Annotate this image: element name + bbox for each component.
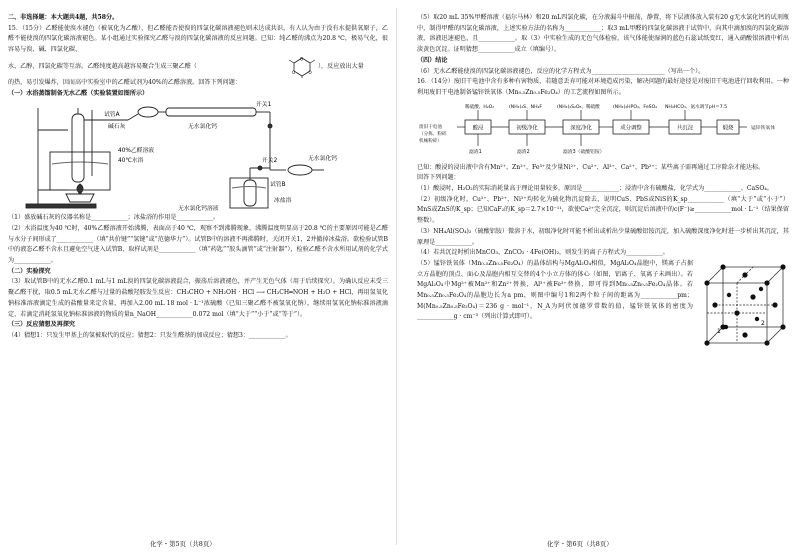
q16-sub-5-block: [417, 259, 789, 335]
input-battery: 废旧干电池: [419, 124, 442, 130]
spinel-unit-cell-figure: [699, 261, 789, 347]
label-switch-2: 开关2: [262, 158, 278, 165]
label-tube-b: 试管B: [270, 182, 286, 189]
label-cacl2-1: 无水氯化钙: [188, 124, 217, 131]
svg-text:O: O: [300, 56, 304, 62]
q16-sub-5: （5）锰锌铁氧体（Mn₀.₅Zn₀.₅Fe₂O₄）的晶体结构与MgAl₂O₄相似，MgAl₂O₄晶胞中，镁离子占据立方晶胞的顶点、面心及晶胞内相互交替的4个小立方体的体心（如图，铝离子、氧离子未画出）。若MgAl₂O₄中Mg²⁺被Mn²⁺和Zn²⁺替换，Al³⁺被Fe³⁺替换，即可得到Mn₀.₅Zn₀.₅Fe₂O₄晶体。若Mn₀.₅Zn₀.₅Fe₂O₄的晶胞边长为a pm，则图中编号1和2两个粒子间的距离为____________pm；M(Mn₀.₅Zn₀.₅Fe₂O₄)＝236 g · mol⁻¹，N_A为阿伏加德罗常数的值，锰锌铁氧体的密度为____________g · cm⁻³（列出计算式即可）。: [417, 259, 693, 321]
input-battery-note-1: （分拣、粉碎: [419, 131, 447, 137]
section-heading: 二、非选择题：本大题共4题，共58分。: [8, 14, 119, 21]
q16-sub-3: （3）NH₄Al(SO₄)₂（硫酸铝铵）微溶于水，初级净化时可能不析出或析出少量硫酸铝铵沉淀，加入硫酸深度净化时进一步析出其沉淀，其原理是____________。: [417, 227, 789, 246]
q16-answer-prompt: 回答下列问题：: [417, 174, 460, 182]
part-1-heading: （一）水浴蒸馏制备无水乙醛（实验装置如图所示）: [8, 89, 149, 97]
step-coprecipitate: 共沉淀: [676, 125, 694, 132]
label-cacl2-2: 无水氯化钙: [308, 156, 337, 163]
q16-sub-1: （1）酸浸时，H₂O₂的实际消耗量高于理论用量较多，原因是____________；浸渣中含有硫酸盐，化学式为____________、CaSO₄。: [417, 185, 773, 193]
page-5-footer: 化学・第5页（共8页）: [150, 540, 216, 548]
label-soda-lime: 碱石灰: [108, 124, 126, 131]
reagent-4: (NH₄)₂HPO₄、FeSO₄: [613, 104, 658, 110]
reagent-5: NH₄HCO₃、氨水调节pH＝7.5: [665, 104, 728, 110]
label-40c-bath: 40℃水浴: [118, 158, 144, 165]
q15-intro-2-row: [8, 56, 388, 78]
reagent-3: (NH₄)₂S₂O₈、稀硫酸: [557, 104, 600, 110]
step-composition-adjust: 成分调整: [620, 125, 642, 132]
residue-1: 滤渣1: [469, 149, 482, 155]
residue-2: 滤渣2: [517, 149, 530, 155]
q15-sub-5: （5）取20 mL 35%甲醛溶液（福尔马林）和20 mL四氯化碳，在分液漏斗中振荡，静置，将下层液体放入装有20 g无水氯化钙的试剂瓶中，制得甲醛的四氯化碳溶液，上述实验方法的名称为____________；取3 mL甲醛的四氯化碳溶液于试管中，向其中滴加溴的四氯化碳溶液，溶液迅速褪色，且____________。取（3）中实验生成的无色气体检验，该气体能使湿润的蓝色石蕊试纸变红，通入硝酸银溶液中析出淡黄色沉淀。证明猜想____________成立（填编号）。: [417, 14, 789, 54]
residue-3: 滤渣3（硫酸铝铵）: [563, 149, 605, 155]
label-cacl2-solution: 无水氯化钙溶液: [178, 206, 219, 213]
cell-label-2: 2: [761, 319, 765, 327]
q16-sub-2: （2）初级净化时，Cu²⁺、Pb²⁺、Ni²⁺均转化为硫化物沉淀除去，说明CuS、PbS或NiS的K_sp____________（填“大于”或“小于”）MnS或ZnS的K_sp；已知CaF₂的K_sp＝2.7×10⁻¹¹，欲使Ca²⁺完全沉淀，则沉淀后溶液中的c(F⁻)≥____________mol · L⁻¹（结果保留整数）。: [417, 195, 789, 225]
page-5-column: [8, 13, 388, 342]
q15-sub-2: （2）水浴温度为40 ℃时，40%乙醛溶液开始沸腾，表面高于40 ℃，观察不到沸腾现象，沸腾温度明显高于20.8 ℃的主要原因可能是乙醛与水分子间形成了____________（填“共价键”“氢键”或“范德华力”）。试管B中的溶液不再沸腾时，关闭开关1，2并撤掉冰盐浴。欲检验试管B中的液态乙醛不含水且避免空气进入试管B，取样试剂是____________（填“药匙”“胶头滴管”或“注射器”），检验乙醛不含水所用试剂的化学式为____________。: [8, 224, 388, 265]
reagent-1: 稀硫酸、H₂O₂: [465, 104, 495, 110]
svg-text:O: O: [292, 69, 296, 75]
q15-sub-4: （4）猜想1：只发生甲基上的氢被取代的反应；猜想2：只发生醛基的加成反应；猜想3：____________。: [8, 331, 292, 339]
q16-sub-4: （4）若共沉淀时析出MnCO₃、ZnCO₃ · 4Fe(OH)₂，则发生的离子方程式为____________。: [417, 249, 669, 257]
step-calcine: 煅烧: [722, 125, 734, 132]
label-40pct-solution: 40%乙醛溶液: [118, 148, 155, 155]
q15-intro-2: 水、乙醇、四氯化碳等互溶。乙醛纯度越高越容易聚合生成三聚乙醛（: [8, 62, 197, 70]
page-6-column: [417, 13, 789, 335]
distillation-apparatus-figure: [8, 100, 388, 212]
q16-intro: 16．（14分）废旧干电池中含有多种有害物质，若随意丢弃可能对环境造成污染，解决问题的最好途径是对废旧干电池进行回收利用。一种利用废旧干电池制备锰锌铁氧体（Mn₀.₅Zn₀.₅Fe₂O₄）的工艺流程如图所示。: [417, 78, 789, 96]
q15-sub-1: （1）盛放碱石灰的仪器名称是____________；冰盐浴的作用是____________。: [8, 214, 220, 222]
part-3-heading: （三）反应猜想及再探究: [8, 321, 76, 329]
q16-known: 已知：酸浸的浸出液中含有Mn²⁺、Zn²⁺、Fe³⁺及少量Ni²⁺、Cu²⁺、Al³⁺、Ca²⁺、Pb²⁺；某些离子需再通过工序除杂才能达标。: [417, 163, 765, 171]
label-tube-a: 试管A: [104, 112, 120, 119]
product-ferrite: 锰锌铁氧体: [751, 125, 775, 131]
q15-intro-1: 15．（15分）乙醛能使溴水褪色（被氧化为乙酸），但乙醛能否使溴的四氯化碳溶液褪色则未达成共识，有人认为由于没有水提供氧原子，乙醛不能使溴的四氯化碳溶液褪色。某小组通过实验探究乙醛与溴的四氯化碳溶液的反应问题。已知：纯乙醛的沸点为20.8 ℃，极易气化，很容易与溴、碱、四氯化碳、: [8, 24, 388, 54]
part-2-heading: （二）实验探究: [8, 267, 51, 275]
step-acid-leach: 酸浸: [472, 125, 484, 132]
exam-page-6: [397, 0, 794, 553]
reagent-2: (NH₄)₂S、NH₄F: [509, 104, 543, 110]
trioxane-structure-icon: [288, 56, 316, 78]
q15-sub-6: （6）无水乙醛能使溴的四氯化碳溶液褪色，反应的化学方程式为________________________（写出一个）。: [417, 67, 705, 75]
part-4-heading: （四）结论: [417, 56, 448, 64]
q15-intro-3: 的热，易引发爆炸，因而高中实验室中的乙醛试剂为40%的乙醛溶液。回答下列问题：: [8, 78, 241, 86]
step-primary-purify: 初级净化: [516, 125, 538, 132]
label-switch-1: 开关1: [256, 102, 272, 109]
q15-intro-2b: ），反应放出大量: [318, 62, 364, 70]
process-flow-diagram: [417, 100, 789, 162]
cell-label-1: 1: [717, 327, 721, 335]
page-6-footer: 化学・第6页（共8页）: [547, 540, 613, 548]
q15-sub-3: （3）取试管B中的无水乙醛0.1 mL与1 mL溴的四氯化碳溶液混合，振荡后溶液褪色，并产生无色气体（用于后续探究）。为确认反应未受三聚乙醛干扰，取0.5 mL无水乙醛与过量的盐酸羟胺发生反应：CH₃CHO + NH₂OH · HCl ⟶ CH₃CH═NOH + H₂O + HCl，再用氢氧化钠标准溶液滴定生成的盐酸量来定含量，再加入2.00 mL 18 mol · L⁻¹浓硫酸（已知三聚乙醛不被氢氧化钠），继续用氢氧化钠标准溶液滴定，若滴定消耗氢氧化钠标准溶液的物质的量n_NaOH____________0.072 mol（填“大于”“小于”或“等于”）。: [8, 278, 388, 318]
svg-text:O: O: [308, 69, 312, 75]
input-battery-note-2: 机械粉碎）: [419, 138, 442, 144]
step-deep-purify: 深度净化: [570, 125, 592, 132]
label-ice-bath: 冰盐浴: [274, 198, 292, 205]
